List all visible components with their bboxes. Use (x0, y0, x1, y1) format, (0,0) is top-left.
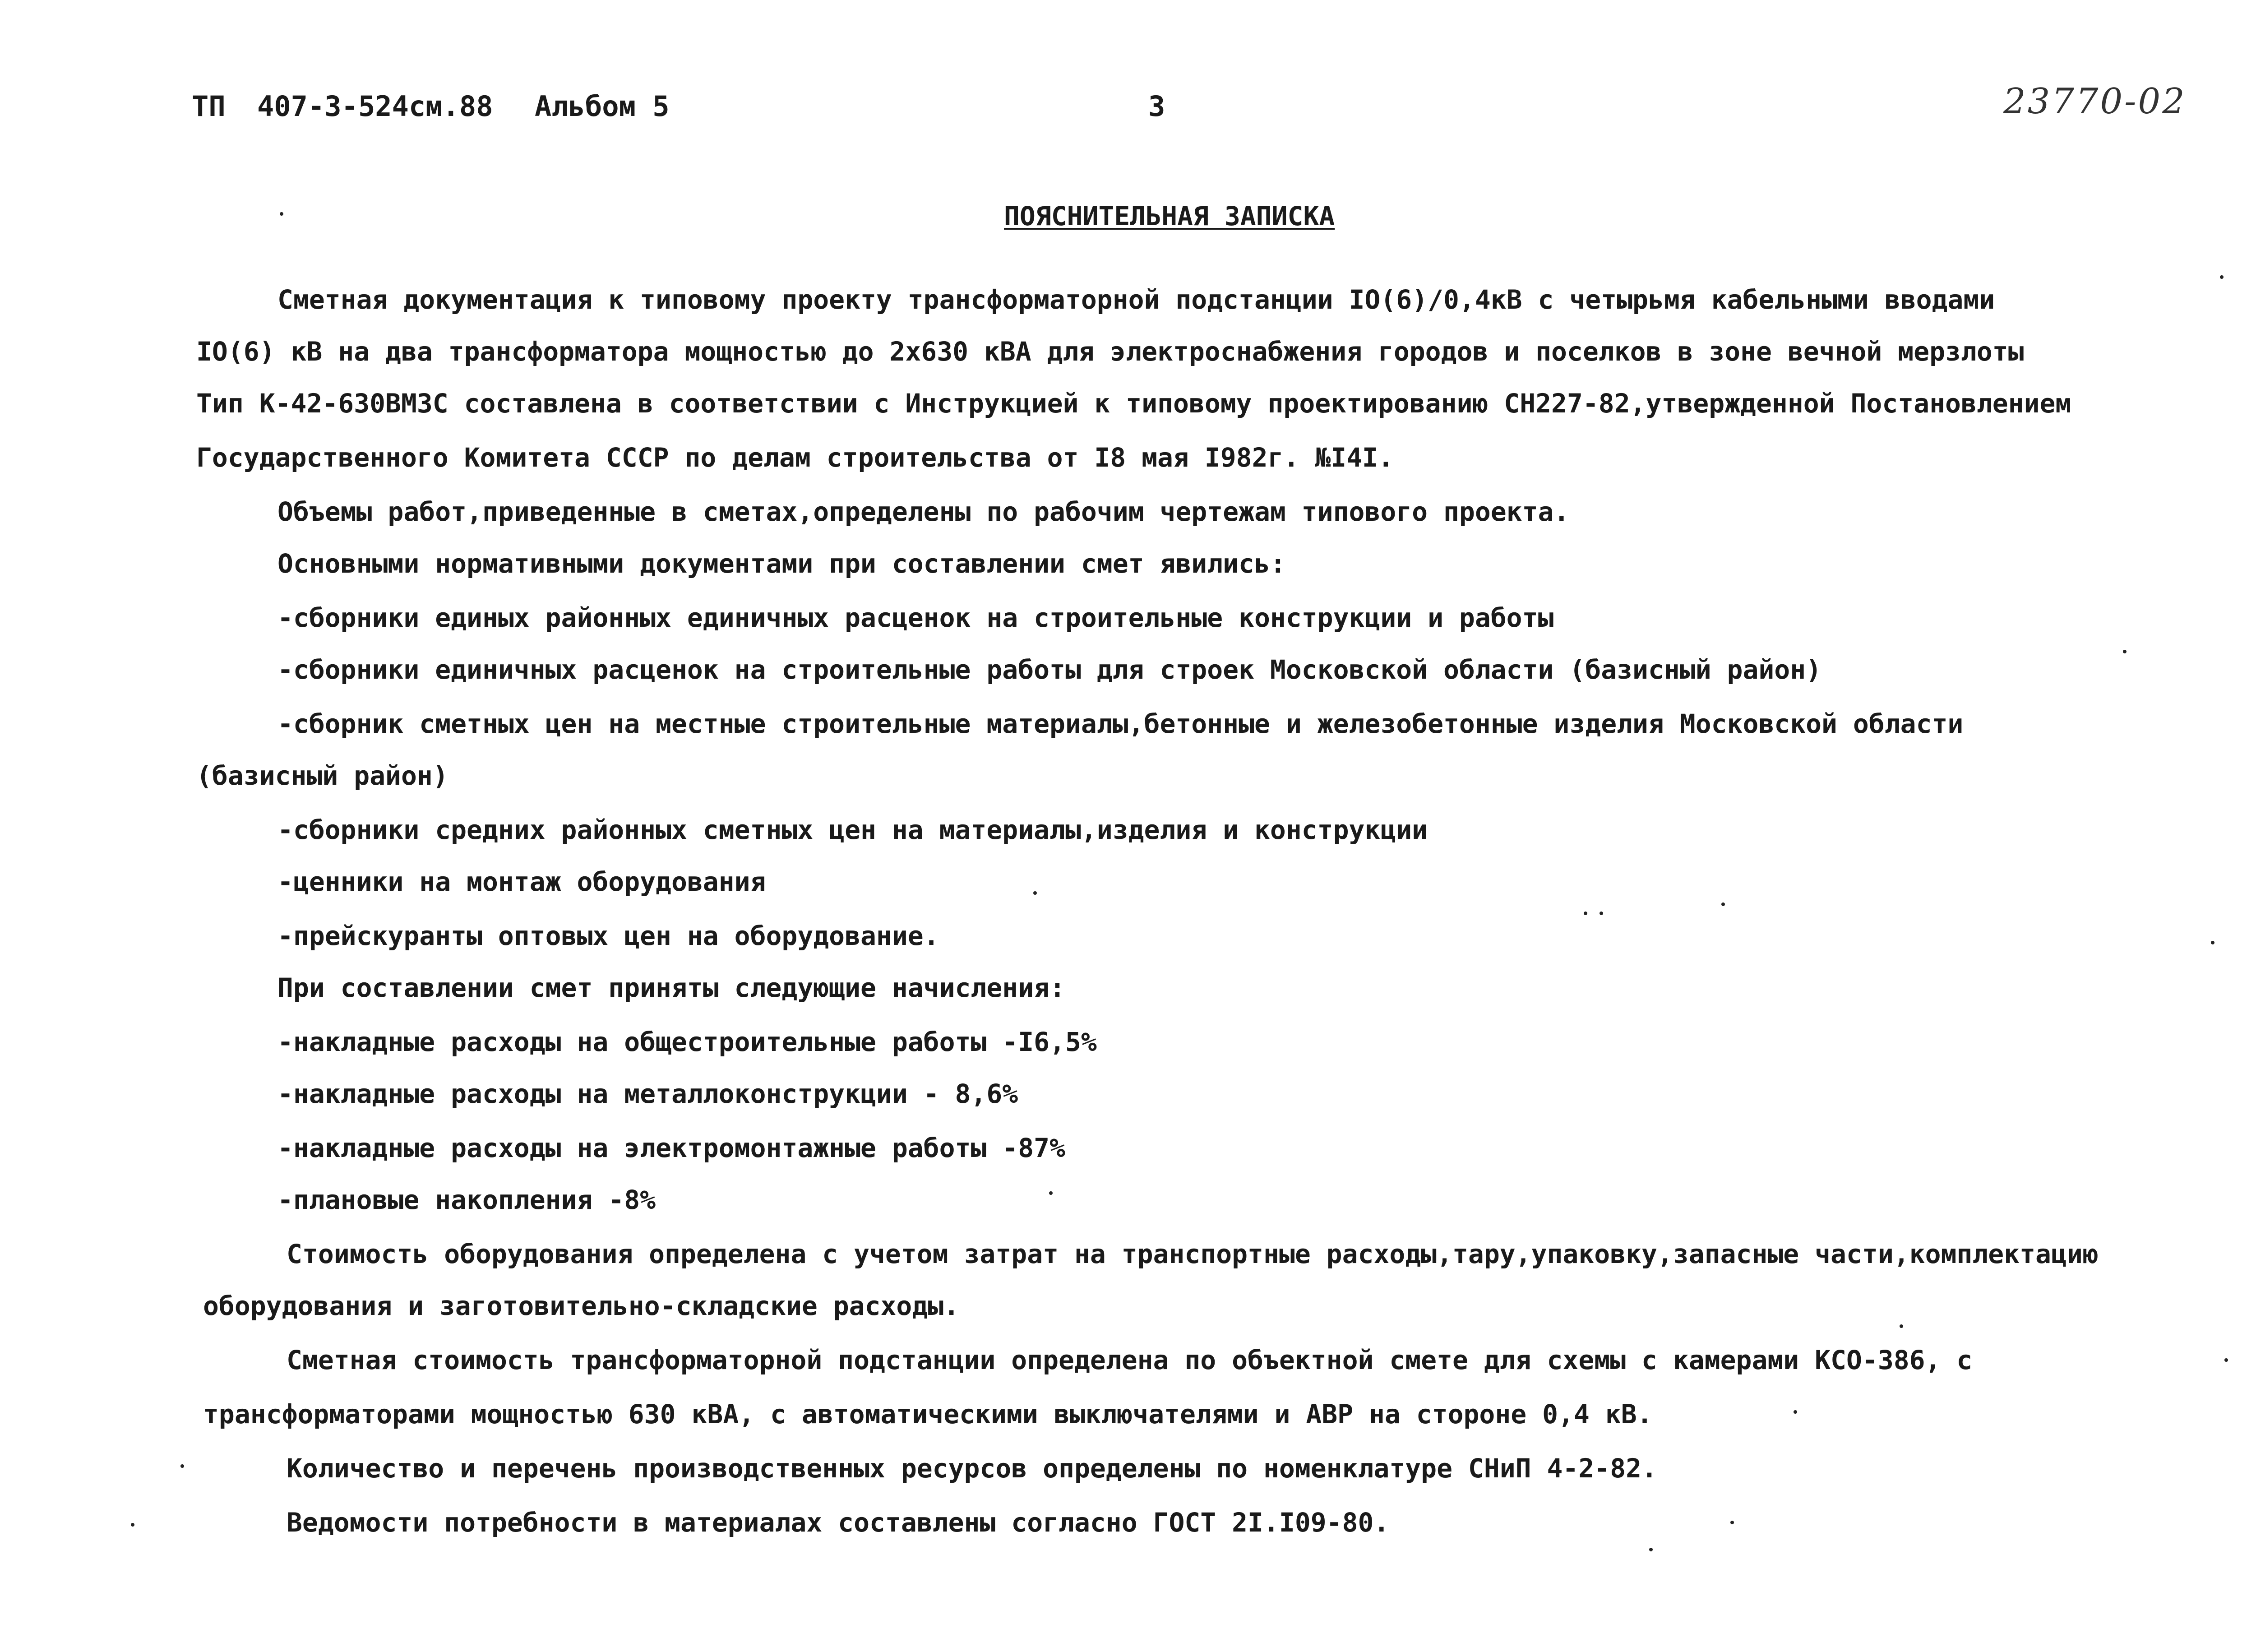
text-line: Сметная стоимость трансформаторной подстанции определена по объектной смете для схемы с камерами КСО-386, с (287, 1345, 1973, 1375)
text-line: Государственного Комитета СССР по делам строительства от I8 мая I982г. №I4I. (196, 442, 1394, 473)
scan-speck (1794, 1410, 1797, 1414)
scan-speck (1033, 891, 1037, 895)
album-label: Альбом 5 (535, 90, 670, 123)
text-line: оборудования и заготовительно-складские расходы. (203, 1291, 960, 1321)
text-line: -ценники на монтаж оборудования (277, 866, 766, 897)
scan-speck (1649, 1548, 1653, 1551)
page-number: 3 (1148, 90, 1165, 123)
handwritten-mark: 23770-02 (2003, 81, 2187, 122)
text-line: -сборники средних районных сметных цен на материалы,изделия и конструкции (277, 814, 1428, 845)
scan-speck (280, 212, 283, 216)
doc-code: ТП (192, 90, 226, 123)
scan-speck (1049, 1191, 1053, 1195)
scan-speck (2224, 1358, 2228, 1362)
text-line: -накладные расходы на общестроительные работы -I6,5% (277, 1027, 1097, 1057)
text-line: IO(6) кВ на два трансформатора мощностью до 2х630 кВА для электроснабжения городов и поселков в зоне вечной мерзлоты (196, 336, 2024, 367)
text-line: Объемы работ,приведенные в сметах,определены по рабочим чертежам типового проекта. (277, 496, 1570, 527)
scan-speck (1584, 912, 1587, 915)
text-line: Основными нормативными документами при составлении смет явились: (277, 548, 1286, 579)
scan-speck (131, 1523, 134, 1527)
text-line: -сборники единых районных единичных расценок на строительные конструкции и работы (277, 602, 1554, 633)
text-line: -накладные расходы на электромонтажные работы -87% (277, 1133, 1065, 1163)
text-line: Стоимость оборудования определена с учетом затрат на транспортные расходы,тару,упаковку,запасные части,комплектацию (287, 1239, 2099, 1269)
scan-speck (2123, 650, 2127, 653)
doc-number: 407-3-524см.88 (257, 90, 493, 123)
text-line: -сборники единичных расценок на строительные работы для строек Московской области (базисный район) (277, 654, 1822, 685)
scan-speck (1900, 1324, 1903, 1328)
text-line: Ведомости потребности в материалах составлены согласно ГОСТ 2I.I09-80. (287, 1507, 1390, 1538)
text-line: -сборник сметных цен на местные строительные материалы,бетонные и железобетонные изделия Московской области (277, 708, 1964, 739)
text-line: -накладные расходы на металлоконструкции - 8,6% (277, 1078, 1018, 1109)
page-title: ПОЯСНИТЕЛЬНАЯ ЗАПИСКА (1004, 201, 1335, 231)
scan-speck (2211, 941, 2214, 944)
text-line: При составлении смет приняты следующие начисления: (277, 972, 1065, 1003)
scan-speck (2220, 275, 2224, 279)
text-line: Количество и перечень производственных ресурсов определены по номенклатуре СНиП 4-2-82. (287, 1453, 1657, 1484)
scan-speck (1730, 1521, 1734, 1524)
scan-speck (1600, 912, 1603, 915)
text-line: -прейскуранты оптовых цен на оборудование. (277, 921, 939, 951)
text-line: -плановые накопления -8% (277, 1185, 656, 1215)
text-line: (базисный район) (196, 760, 448, 791)
scan-speck (180, 1464, 184, 1468)
text-line: Сметная документация к типовому проекту трансформаторной подстанции IO(6)/0,4кВ с четырьмя кабельными вводами (277, 284, 1995, 315)
scan-speck (1721, 902, 1725, 906)
text-line: трансформаторами мощностью 630 кВА, с автоматическими выключателями и АВР на стороне 0,4 кВ. (203, 1399, 1653, 1430)
text-line: Тип К-42-630ВМЗС составлена в соответствии с Инструкцией к типовому проектированию СН227-82,утвержденной Постановлением (196, 388, 2071, 419)
